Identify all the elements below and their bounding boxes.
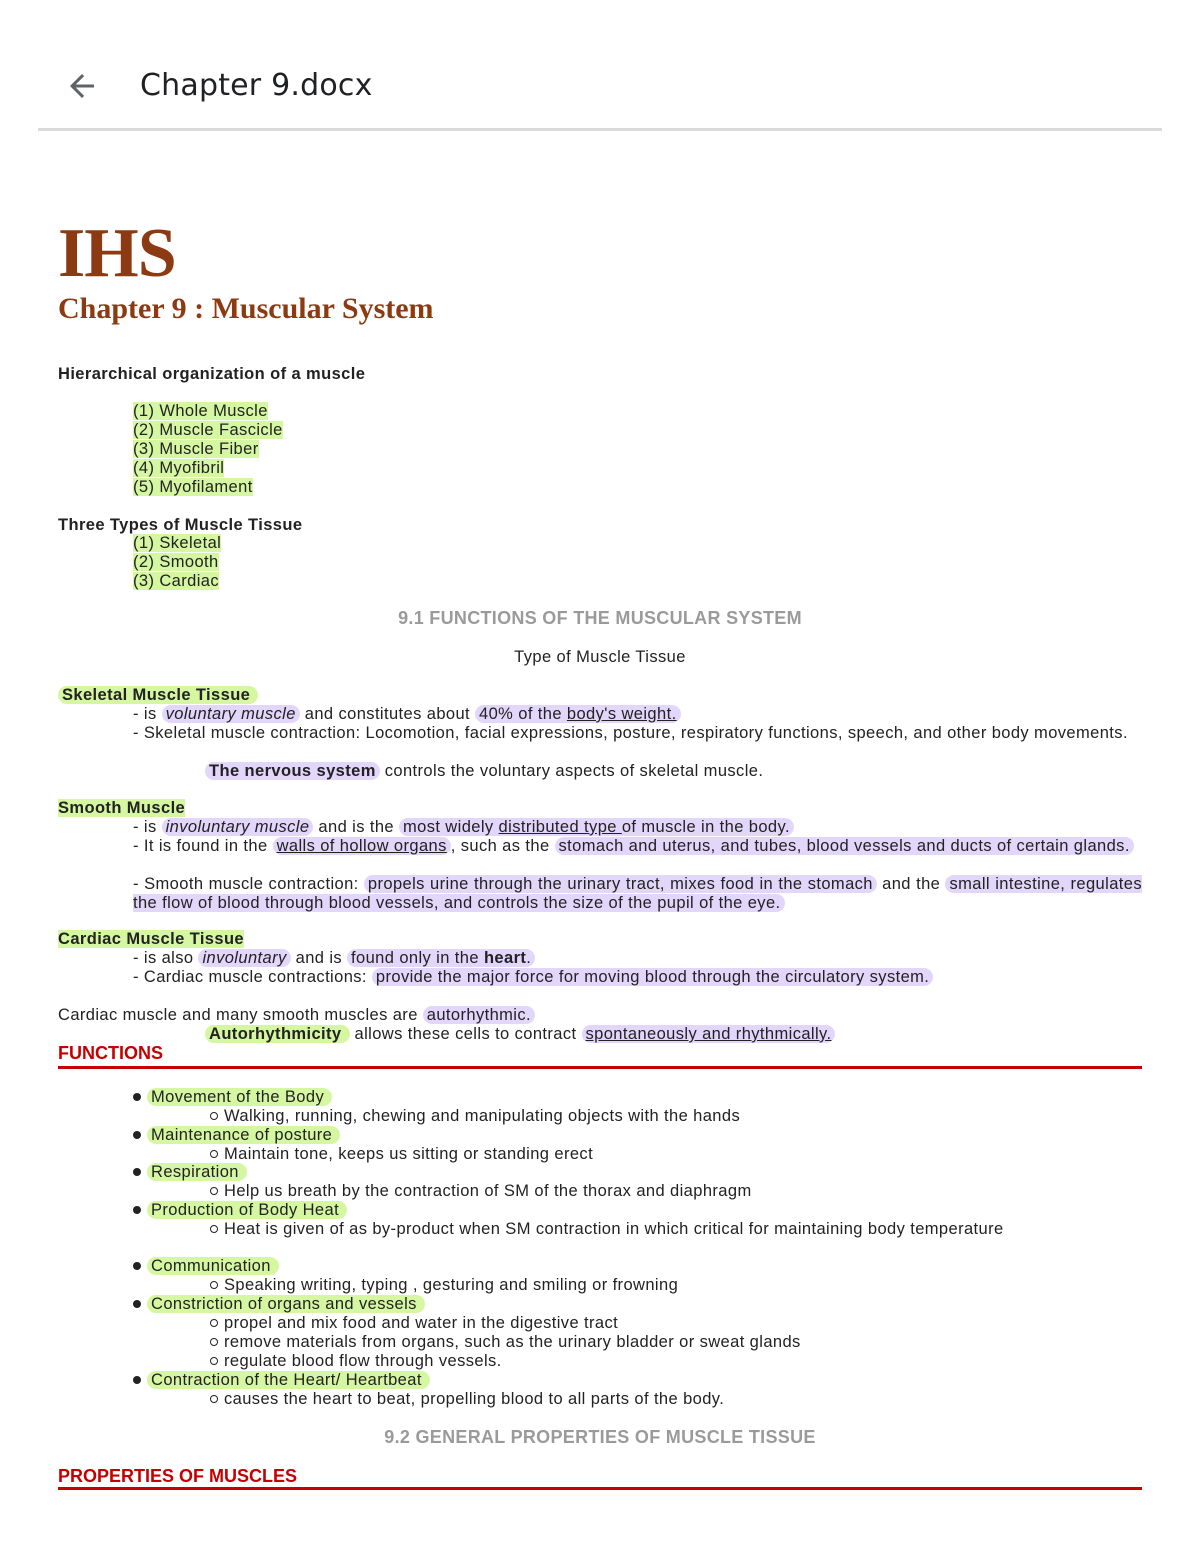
bullet-icon bbox=[133, 1300, 141, 1308]
function-item: Production of Body Heat bbox=[133, 1201, 347, 1220]
bullet-icon bbox=[133, 1206, 141, 1214]
function-subitem: Help us breath by the contraction of SM of the thorax and diaphragm bbox=[210, 1182, 752, 1201]
circle-bullet-icon bbox=[210, 1225, 218, 1233]
skeletal-line-2: - Skeletal muscle contraction: Locomotion, facial expressions, posture, respiratory functions, speech, and other body movements. bbox=[133, 724, 1128, 742]
section-9-1-heading: 9.1 FUNCTIONS OF THE MUSCULAR SYSTEM bbox=[398, 608, 802, 628]
bullet-icon bbox=[133, 1093, 141, 1101]
smooth-line-1: - is involuntary muscle and is the most widely distributed type of muscle in the body. bbox=[133, 818, 794, 837]
auto-line-2: Autorhythmicity allows these cells to contract spontaneously and rhythmically. bbox=[205, 1025, 835, 1044]
chapter-title: Chapter 9 : Muscular System bbox=[58, 292, 434, 325]
function-subitem: Walking, running, chewing and manipulating objects with the hands bbox=[210, 1107, 740, 1126]
list-item: (1) Skeletal bbox=[133, 534, 222, 552]
function-subitem: Maintain tone, keeps us sitting or standing erect bbox=[210, 1145, 593, 1164]
cardiac-line-2: - Cardiac muscle contractions: provide the major force for moving blood through the circulatory system. bbox=[133, 968, 933, 987]
circle-bullet-icon bbox=[210, 1187, 218, 1195]
bullet-icon bbox=[133, 1262, 141, 1270]
types-heading: Three Types of Muscle Tissue bbox=[58, 516, 303, 534]
smooth-line-2: - It is found in the walls of hollow organs , such as the stomach and uterus, and tubes, blood vessels and ducts of certain glands. bbox=[133, 837, 1142, 856]
function-item: Constriction of organs and vessels bbox=[133, 1295, 425, 1314]
circle-bullet-icon bbox=[210, 1112, 218, 1120]
function-subitem: Speaking writing, typing , gesturing and smiling or frowning bbox=[210, 1276, 678, 1295]
skeletal-line-1: - is voluntary muscle and constitutes about 40% of the body's weight. bbox=[133, 705, 681, 724]
cardiac-heading: Cardiac Muscle Tissue bbox=[58, 930, 245, 948]
properties-rule bbox=[58, 1487, 1142, 1490]
skeletal-line-3: The nervous system controls the voluntary aspects of skeletal muscle. bbox=[205, 762, 763, 781]
functions-rule bbox=[58, 1066, 1142, 1069]
function-item: Respiration bbox=[133, 1163, 247, 1182]
bullet-icon bbox=[133, 1376, 141, 1384]
list-item: (1) Whole Muscle bbox=[133, 402, 268, 420]
section-9-2-heading: 9.2 GENERAL PROPERTIES OF MUSCLE TISSUE bbox=[384, 1427, 816, 1447]
function-item: Movement of the Body bbox=[133, 1088, 332, 1107]
circle-bullet-icon bbox=[210, 1150, 218, 1158]
function-subitem: Heat is given of as by-product when SM contraction in which critical for maintaining body temperature bbox=[210, 1220, 1004, 1239]
bullet-icon bbox=[133, 1131, 141, 1139]
circle-bullet-icon bbox=[210, 1338, 218, 1346]
auto-line-1: Cardiac muscle and many smooth muscles are autorhythmic. bbox=[58, 1006, 535, 1025]
bullet-icon bbox=[133, 1168, 141, 1176]
type-caption: Type of Muscle Tissue bbox=[514, 648, 686, 666]
hierarchy-heading: Hierarchical organization of a muscle bbox=[58, 365, 366, 383]
smooth-heading: Smooth Muscle bbox=[58, 799, 186, 817]
function-subitem: regulate blood flow through vessels. bbox=[210, 1352, 502, 1371]
list-item: (2) Smooth bbox=[133, 553, 219, 571]
properties-heading: PROPERTIES OF MUSCLES bbox=[58, 1466, 298, 1486]
cardiac-line-1: - is also involuntary and is found only in the heart. bbox=[133, 949, 535, 968]
circle-bullet-icon bbox=[210, 1357, 218, 1365]
list-item: (4) Myofibril bbox=[133, 459, 225, 477]
doc-ihs-title: IHS bbox=[58, 215, 176, 292]
smooth-line-3: - Smooth muscle contraction: propels urine through the urinary tract, mixes food in the stomach and the small intestine, regulates the flow of blood through blood vessels, and controls the size of the pupil of the eye. bbox=[133, 875, 1142, 912]
function-item: Maintenance of posture bbox=[133, 1126, 340, 1145]
skeletal-heading: Skeletal Muscle Tissue bbox=[58, 686, 258, 705]
types-list bbox=[133, 534, 221, 591]
document-title: Chapter 9.docx bbox=[140, 68, 373, 103]
function-subitem: causes the heart to beat, propelling blood to all parts of the body. bbox=[210, 1390, 724, 1409]
function-subitem: remove materials from organs, such as the urinary bladder or sweat glands bbox=[210, 1333, 801, 1352]
function-item: Contraction of the Heart/ Heartbeat bbox=[133, 1371, 430, 1390]
list-item: (5) Myofilament bbox=[133, 478, 253, 496]
function-subitem: propel and mix food and water in the digestive tract bbox=[210, 1314, 618, 1333]
list-item: (3) Muscle Fiber bbox=[133, 440, 259, 458]
list-item: (2) Muscle Fascicle bbox=[133, 421, 283, 439]
function-item: Communication bbox=[133, 1257, 279, 1276]
list-item: (3) Cardiac bbox=[133, 572, 220, 590]
hierarchy-list bbox=[133, 402, 283, 497]
circle-bullet-icon bbox=[210, 1281, 218, 1289]
circle-bullet-icon bbox=[210, 1395, 218, 1403]
functions-heading: FUNCTIONS bbox=[58, 1043, 163, 1063]
circle-bullet-icon bbox=[210, 1319, 218, 1327]
